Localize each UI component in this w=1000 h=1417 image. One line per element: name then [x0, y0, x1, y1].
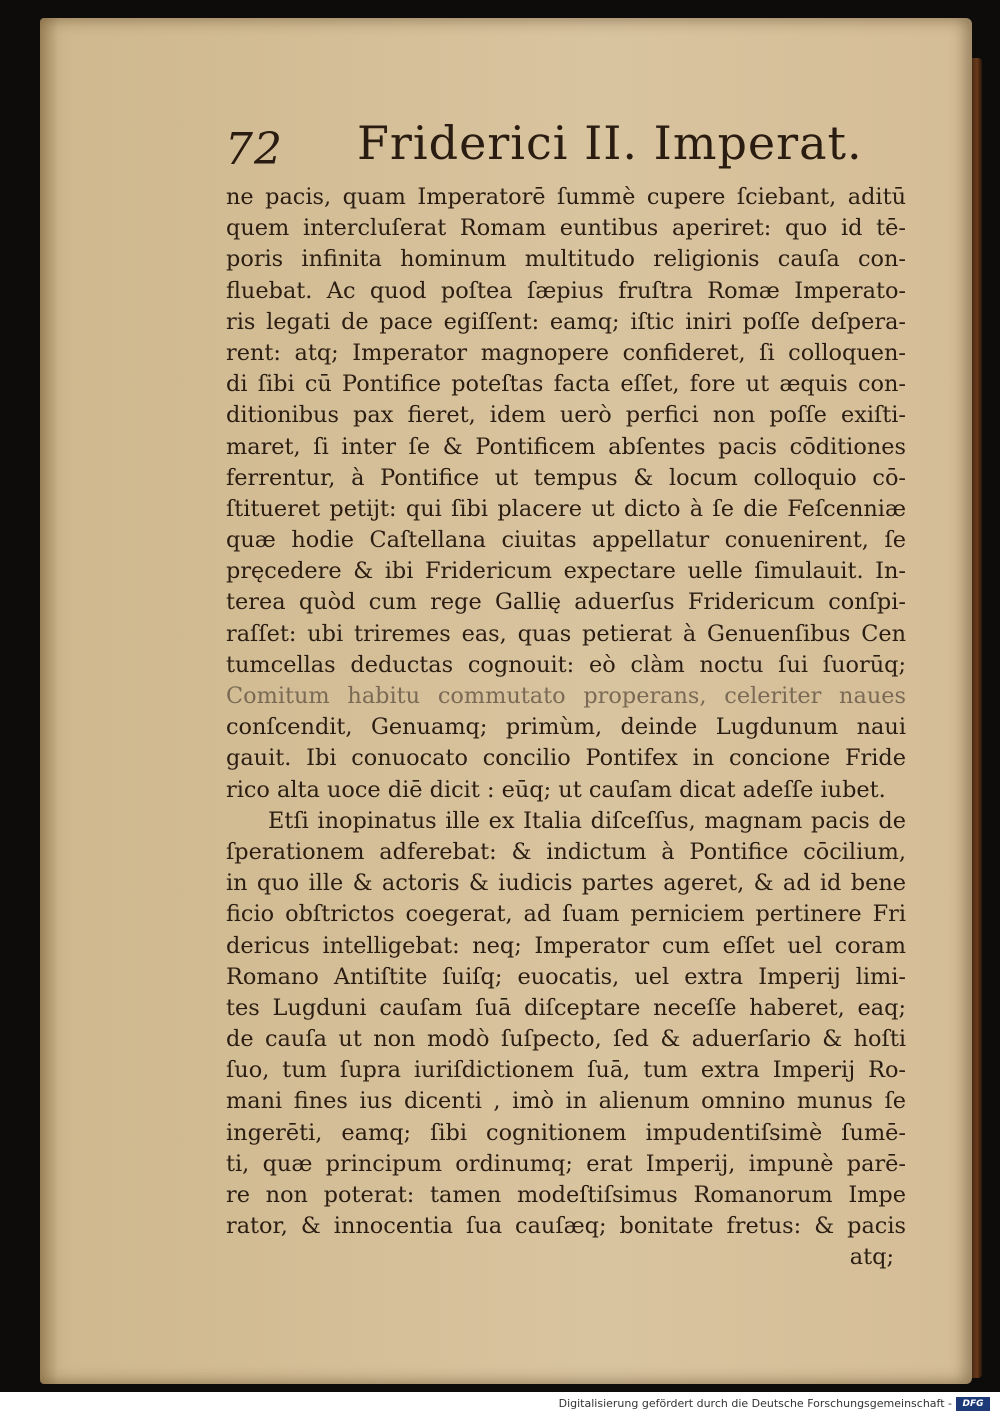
text-line: raſſet: ubi triremes eas, quas petierat à Genuenſibus Cen — [226, 620, 906, 647]
funding-notice: Digitalisierung gefördert durch die Deutsche Forschungsgemeinschaft - — [558, 1397, 952, 1410]
text-line: ſuo, tum ſupra iuriſdictionem ſuā, tum extra Imperij Ro- — [226, 1057, 906, 1084]
page-number: 72 — [225, 124, 283, 175]
text-line: ſperationem adferebat: & indictum à Pontifice cōcilium, — [226, 838, 906, 865]
text-line: Etſi inopinatus ille ex Italia diſceſſus, magnam pacis de — [268, 807, 906, 834]
text-line: ficio obſtrictos coegerat, ad ſuam perniciem pertinere Fri — [226, 901, 906, 928]
text-line: conſcendit, Genuamq; primùm, deinde Lugdunum naui — [226, 714, 906, 741]
text-line: terea quòd cum rege Gallię aduerſus Fridericum conſpi- — [226, 589, 906, 616]
body-text — [226, 182, 906, 1274]
text-line: ris legati de pace egiſſent: eamq; iſtic iniri poſſe deſpera- — [226, 308, 906, 335]
text-line: de cauſa ut non modò ſuſpecto, ſed & aduerſario & hoſti — [226, 1026, 906, 1053]
text-line: ne pacis, quam Imperatorē ſummè cupere ſciebant, aditū — [226, 184, 906, 210]
text-line: fluebat. Ac quod poſtea ſæpius fruſtra Romæ Imperato- — [226, 277, 906, 304]
catchword: atq; — [849, 1244, 894, 1271]
text-line: di ſibi cū Pontifice poteſtas facta eſſet, fore ut æquis con- — [226, 371, 906, 398]
text-line: tes Lugduni cauſam ſuā diſceptare neceſſe haberet, eaq; — [226, 994, 906, 1021]
text-line: rator, & innocentia ſua cauſæq; bonitate fretus: & pacis — [226, 1213, 906, 1240]
text-line: rico alta uoce diē dicit : eūq; ut cauſam dicat adeſſe iubet. — [226, 776, 886, 803]
text-line: ditionibus pax fieret, idem uerò perfici non poſſe exiſti- — [226, 402, 906, 429]
text-line: ingerēti, eamq; ſibi cognitionem impudentiſsimè ſumē- — [226, 1119, 906, 1146]
text-line: poris infinita hominum multitudo religionis cauſa con- — [226, 246, 906, 273]
dfg-logo: DFG — [956, 1397, 990, 1411]
text-line: pręcedere & ibi Fridericum expectare uelle ſimulauit. In- — [226, 558, 906, 585]
running-title: Friderici II. Imperat. — [357, 116, 863, 170]
text-line: Romano Antiſtite ſuiſq; euocatis, uel extra Imperij limi- — [226, 963, 906, 990]
text-line: quem intercluſerat Romam euntibus aperiret: quo id tē- — [226, 215, 906, 242]
text-line: ferrentur, à Pontifice ut tempus & locum colloquio cō- — [226, 464, 906, 491]
text-line: dericus intelligebat: neq; Imperator cum eſſet uel coram — [226, 932, 906, 959]
text-line: in quo ille & actoris & iudicis partes ageret, & ad id bene — [226, 870, 906, 897]
text-line: gauit. Ibi conuocato concilio Pontifex in concione Fride — [226, 745, 906, 772]
text-line: rent: atq; Imperator magnopere confideret, ſi colloquen- — [226, 339, 906, 366]
text-line: ſtitueret petijt: qui ſibi placere ut dicto à ſe die Feſcenniæ — [226, 495, 906, 522]
text-line: re non poterat: tamen modeſtiſsimus Romanorum Impe — [226, 1182, 906, 1208]
text-line: Comitum habitu commutato properans, celeriter naues — [226, 683, 906, 709]
text-line: mani fines ius dicenti , imò in alienum omnino munus ſe — [226, 1088, 906, 1115]
text-line: quæ hodie Caſtellana ciuitas appellatur conuenirent, ſe — [226, 527, 906, 554]
footer-bar — [0, 1392, 1000, 1417]
page-edge — [972, 58, 982, 1378]
page-header — [225, 110, 863, 180]
text-line: maret, ſi inter ſe & Pontificem abſentes pacis cōditiones — [226, 433, 906, 460]
text-line: tumcellas deductas cognouit: eò clàm noctu ſui ſuorūq; — [226, 651, 906, 678]
text-line: ti, quæ principum ordinumq; erat Imperij, impunè parē- — [226, 1150, 906, 1177]
